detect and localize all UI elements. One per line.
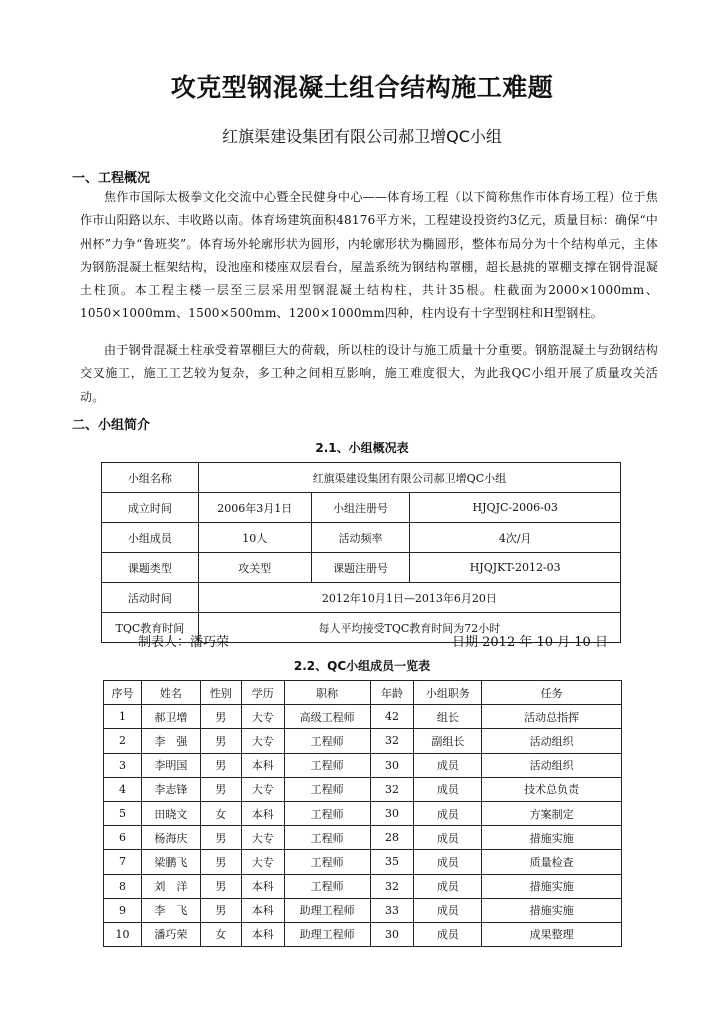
- section-heading-group-intro: 二、小组简介: [72, 418, 151, 433]
- table-cell: 2: [104, 729, 142, 753]
- column-header: 学历: [241, 681, 284, 705]
- table-cell: 成员: [414, 801, 482, 825]
- table-cell: 成员: [414, 777, 482, 801]
- table-cell: 男: [200, 705, 241, 729]
- paragraph-project-overview: 焦作市国际太极拳文化交流中心暨全民健身中心——体育场工程（以下简称焦作市体育场工程）位于焦作市山阳路以东、丰收路以南。体育场建筑面积48176平方米，工程建设投资约3亿元，质量目标：确保“中州杯”力争“鲁班奖”。体育场外轮廓形状为圆形，内轮廓形状为椭圆形，整体布局分为十个结构单元，主体为钢筋混凝土框架结构，设池座和楼座双层看台，屋盖系统为钢结构罩棚，超长悬挑的罩棚支撑在钢骨混凝土柱顶。本工程主楼一层至三层采用型钢混凝土结构柱，共计35根。柱截面为2000×1000mm、1050×1000mm、1500×500mm、1200×1000mm四种，柱内设有十字型钢柱和H型钢柱。: [80, 190, 658, 321]
- table-cell: 成员: [414, 898, 482, 922]
- table-cell: 大专: [241, 777, 284, 801]
- table-header-row: [104, 681, 622, 705]
- table-cell: 质量检查: [482, 850, 622, 874]
- table-cell: 42: [370, 705, 414, 729]
- table-cell: HJQJC-2006-03: [410, 493, 621, 523]
- table-cell: 助理工程师: [284, 922, 370, 946]
- table-cell: 郝卫增: [141, 705, 200, 729]
- table-cell: 活动组织: [482, 729, 622, 753]
- table-cell: 女: [200, 801, 241, 825]
- table-cell: 成员: [414, 922, 482, 946]
- table-cell: 30: [370, 753, 414, 777]
- table-cell: 活动频率: [311, 523, 410, 553]
- member-list-table: [103, 680, 622, 947]
- table-row: [104, 826, 622, 850]
- document-title: 攻克型钢混凝土组合结构施工难题: [170, 73, 554, 102]
- table-cell: 大专: [241, 826, 284, 850]
- table-cell: 副组长: [414, 729, 482, 753]
- table-cell: 男: [200, 753, 241, 777]
- table-row: [104, 705, 622, 729]
- table-cell: 1: [104, 705, 142, 729]
- table-cell: 李明国: [141, 753, 200, 777]
- group-overview-table: [101, 462, 621, 643]
- table-cell: 组长: [414, 705, 482, 729]
- table-cell: 8: [104, 874, 142, 898]
- table2-caption: 2.2、QC小组成员一览表: [293, 659, 431, 673]
- table-cell: 2006年3月1日: [198, 493, 311, 523]
- table1-caption: 2.1、小组概况表: [315, 441, 409, 455]
- table-cell: 30: [370, 801, 414, 825]
- section-heading-project-overview: 一、工程概况: [72, 171, 151, 186]
- table-row: [102, 583, 621, 613]
- table-cell: 成员: [414, 850, 482, 874]
- table-cell: 5: [104, 801, 142, 825]
- table-cell: 工程师: [284, 801, 370, 825]
- table-cell: 大专: [241, 705, 284, 729]
- table-row: [104, 801, 622, 825]
- table-cell: 措施实施: [482, 874, 622, 898]
- table-cell: 7: [104, 850, 142, 874]
- table-cell: 成员: [414, 874, 482, 898]
- table-row: [102, 553, 621, 583]
- table-cell: 大专: [241, 850, 284, 874]
- table-cell: 2012年10月1日—2013年6月20日: [198, 583, 620, 613]
- table-cell: 3: [104, 753, 142, 777]
- table-cell: 工程师: [284, 777, 370, 801]
- table-cell: 10人: [198, 523, 311, 553]
- column-header: 年龄: [370, 681, 414, 705]
- table-cell: 大专: [241, 729, 284, 753]
- table-cell: 本科: [241, 898, 284, 922]
- table-cell: TQC教育时间: [102, 613, 199, 643]
- table-row: [104, 753, 622, 777]
- table-cell: 男: [200, 898, 241, 922]
- table-cell: 32: [370, 777, 414, 801]
- table-cell: 9: [104, 898, 142, 922]
- table-cell: 每人平均接受TQC教育时间为72小时: [198, 613, 620, 643]
- table-cell: 杨海庆: [141, 826, 200, 850]
- table-cell: 本科: [241, 874, 284, 898]
- table-cell: 35: [370, 850, 414, 874]
- column-header: 小组职务: [414, 681, 482, 705]
- table-cell: 4: [104, 777, 142, 801]
- table-cell: 成果整理: [482, 922, 622, 946]
- table-cell: 33: [370, 898, 414, 922]
- table-row: [104, 874, 622, 898]
- table-cell: 10: [104, 922, 142, 946]
- table-cell: 潘巧荣: [141, 922, 200, 946]
- table-cell: 4次/月: [410, 523, 621, 553]
- table-cell: 工程师: [284, 850, 370, 874]
- table-row: [102, 463, 621, 493]
- table-cell: 田晓文: [141, 801, 200, 825]
- table-row: [102, 523, 621, 553]
- table-row: [104, 898, 622, 922]
- table-cell: 技术总负责: [482, 777, 622, 801]
- table-row: [104, 729, 622, 753]
- table-cell: 李 强: [141, 729, 200, 753]
- paragraph-difficulty: 由于钢骨混凝土柱承受着罩棚巨大的荷载，所以柱的设计与施工质量十分重要。钢筋混凝土与劲钢结构交叉施工，施工工艺较为复杂，多工种之间相互影响，施工难度很大，为此我QC小组开展了质量攻关活动。: [80, 343, 658, 404]
- table-cell: 李 飞: [141, 898, 200, 922]
- table-cell: 男: [200, 826, 241, 850]
- table-row: [104, 922, 622, 946]
- table-cell: 成立时间: [102, 493, 199, 523]
- table-cell: 高级工程师: [284, 705, 370, 729]
- table-row: [104, 777, 622, 801]
- table-cell: 成员: [414, 753, 482, 777]
- table-maker: 制表人：潘巧荣: [138, 635, 230, 650]
- column-header: 姓名: [141, 681, 200, 705]
- table-cell: 32: [370, 729, 414, 753]
- table-cell: 活动时间: [102, 583, 199, 613]
- table-cell: 男: [200, 777, 241, 801]
- table-cell: 男: [200, 850, 241, 874]
- column-header: 职称: [284, 681, 370, 705]
- table-cell: 攻关型: [198, 553, 311, 583]
- table-cell: 本科: [241, 801, 284, 825]
- table-cell: 小组成员: [102, 523, 199, 553]
- table-cell: 32: [370, 874, 414, 898]
- table-cell: 本科: [241, 922, 284, 946]
- table-cell: 方案制定: [482, 801, 622, 825]
- table-cell: 女: [200, 922, 241, 946]
- table-cell: 成员: [414, 826, 482, 850]
- column-header: 序号: [104, 681, 142, 705]
- table-cell: 课题类型: [102, 553, 199, 583]
- table-cell: 小组名称: [102, 463, 199, 493]
- table-cell: 助理工程师: [284, 898, 370, 922]
- table-cell: 小组注册号: [311, 493, 410, 523]
- table-cell: 措施实施: [482, 898, 622, 922]
- table-cell: 活动组织: [482, 753, 622, 777]
- table-cell: 28: [370, 826, 414, 850]
- table-cell: 工程师: [284, 729, 370, 753]
- table-cell: 李志锋: [141, 777, 200, 801]
- table-cell: 工程师: [284, 874, 370, 898]
- table-date: 日期 2012 年 10 月 10 日: [452, 635, 608, 650]
- table-cell: 工程师: [284, 753, 370, 777]
- table-row: [102, 493, 621, 523]
- table-cell: 红旗渠建设集团有限公司郝卫增QC小组: [198, 463, 620, 493]
- table-cell: HJQJKT-2012-03: [410, 553, 621, 583]
- table-cell: 男: [200, 874, 241, 898]
- table-cell: 6: [104, 826, 142, 850]
- column-header: 性别: [200, 681, 241, 705]
- table-cell: 课题注册号: [311, 553, 410, 583]
- table-cell: 刘 洋: [141, 874, 200, 898]
- table-cell: 本科: [241, 753, 284, 777]
- table-cell: 梁鹏飞: [141, 850, 200, 874]
- table-cell: 30: [370, 922, 414, 946]
- column-header: 任务: [482, 681, 622, 705]
- table-cell: 活动总指挥: [482, 705, 622, 729]
- table-row: [104, 850, 622, 874]
- document-subtitle: 红旗渠建设集团有限公司郝卫增QC小组: [222, 127, 502, 146]
- table-cell: 措施实施: [482, 826, 622, 850]
- table-cell: 男: [200, 729, 241, 753]
- table-cell: 工程师: [284, 826, 370, 850]
